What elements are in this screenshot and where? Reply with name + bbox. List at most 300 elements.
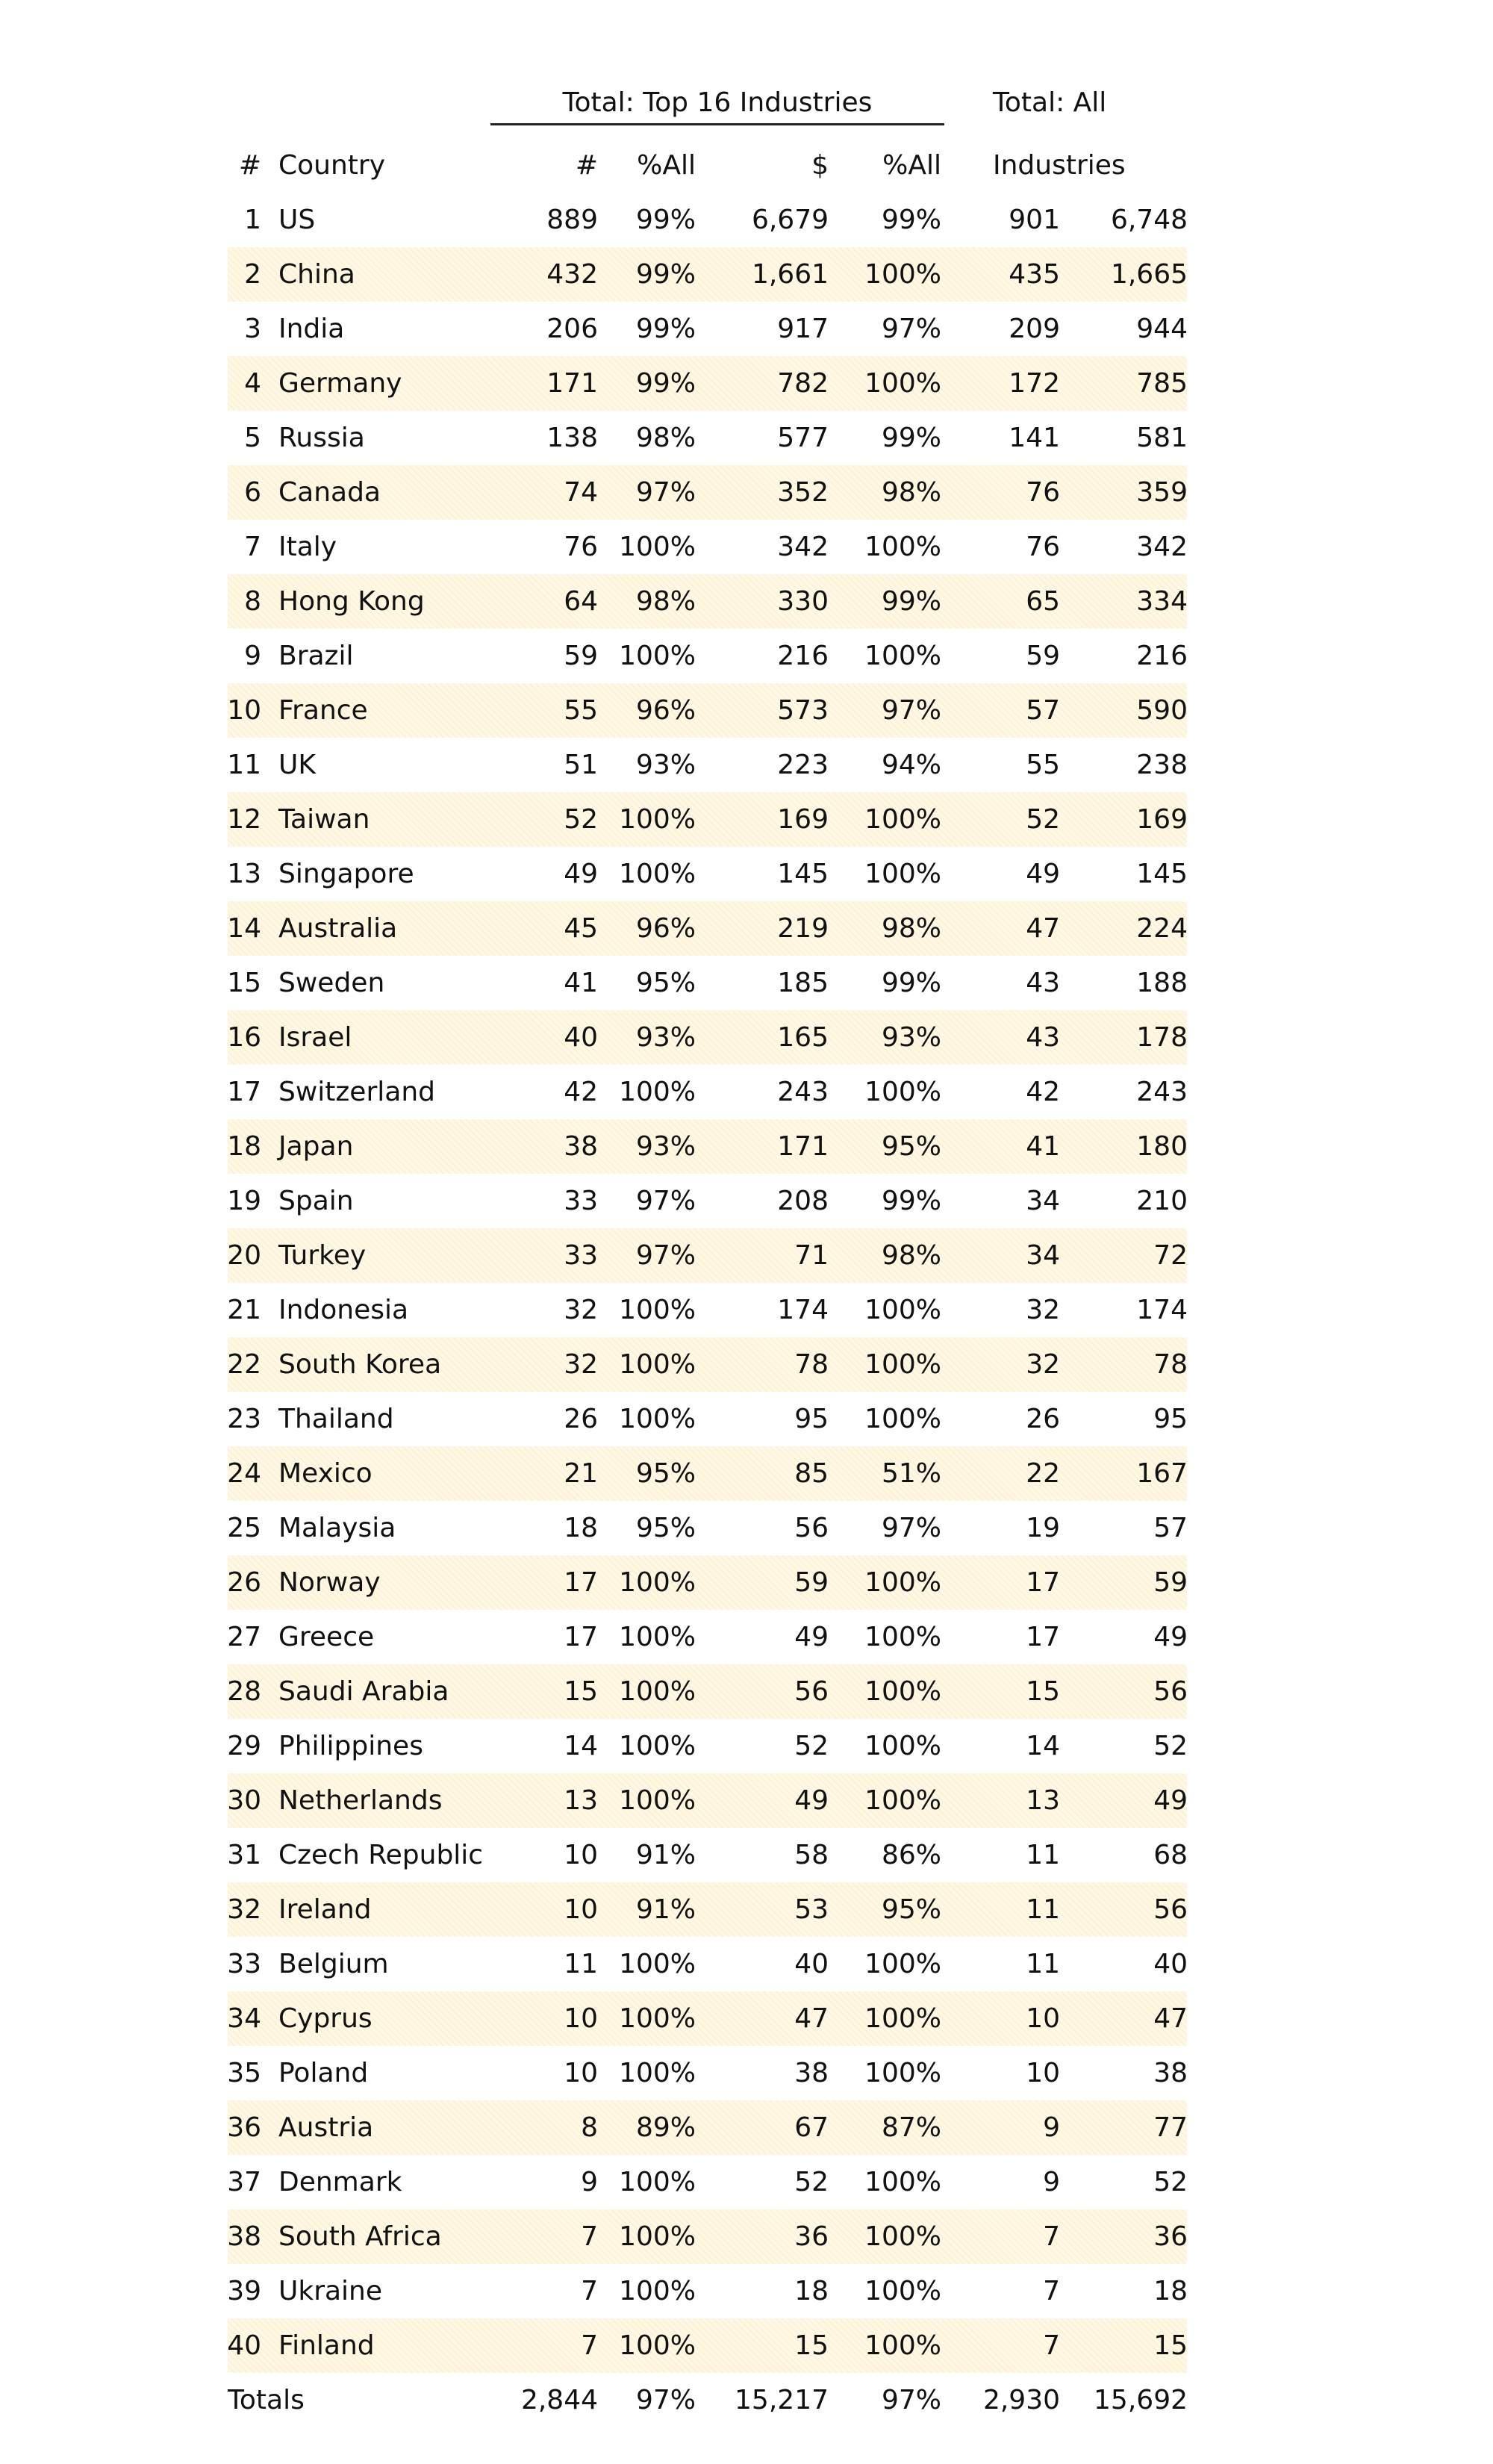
column-header-dollars: $ [811, 150, 829, 181]
country-cell: Denmark [278, 2167, 402, 2197]
count-pct-cell: 100% [619, 2221, 696, 2252]
rank-cell: 7 [244, 532, 261, 562]
count-pct-cell: 99% [635, 205, 696, 235]
rank-cell: 15 [227, 968, 261, 998]
all-dollars-cell: 52 [1153, 2167, 1188, 2197]
count-cell: 7 [581, 2330, 598, 2361]
totals-row [228, 2373, 1187, 2427]
all-count-cell: 49 [1026, 859, 1060, 889]
table-row [228, 792, 1187, 847]
column-header-dollars-pct: %All [882, 150, 941, 181]
table-row [228, 1174, 1187, 1228]
all-dollars-cell: 68 [1153, 1840, 1188, 1870]
table-row [228, 1664, 1187, 1719]
column-header-country: Country [278, 150, 386, 181]
country-cell: Malaysia [278, 1513, 396, 1543]
count-pct-cell: 98% [635, 586, 696, 617]
all-count-cell: 43 [1026, 968, 1060, 998]
table-row [228, 1719, 1187, 1773]
all-dollars-cell: 210 [1136, 1186, 1188, 1216]
rank-cell: 39 [227, 2276, 261, 2306]
all-count-cell: 52 [1026, 804, 1060, 835]
count-pct-cell: 96% [635, 913, 696, 944]
dollars-cell: 165 [777, 1022, 829, 1053]
all-count-cell: 76 [1026, 477, 1060, 508]
all-count-cell: 57 [1026, 695, 1060, 726]
rank-cell: 13 [227, 859, 261, 889]
count-pct-cell: 98% [635, 423, 696, 453]
all-dollars-cell: 56 [1153, 1894, 1188, 1925]
all-dollars-cell: 342 [1136, 532, 1188, 562]
count-cell: 51 [564, 750, 598, 780]
all-count-cell: 9 [1043, 2167, 1060, 2197]
country-cell: Hong Kong [278, 586, 425, 617]
table-row [228, 356, 1187, 411]
table-row [228, 2046, 1187, 2100]
rank-cell: 36 [227, 2112, 261, 2143]
all-count-cell: 7 [1043, 2221, 1060, 2252]
table-row [228, 683, 1187, 738]
dollars-cell: 47 [794, 2003, 829, 2034]
country-cell: Mexico [278, 1458, 373, 1489]
dollars-cell: 6,679 [751, 205, 829, 235]
all-count-cell: 22 [1026, 1458, 1060, 1489]
rank-cell: 23 [227, 1404, 261, 1434]
country-cell: South Africa [278, 2221, 442, 2252]
rank-cell: 37 [227, 2167, 261, 2197]
all-dollars-cell: 216 [1136, 641, 1188, 671]
count-cell: 17 [564, 1622, 598, 1652]
table-row [228, 2155, 1187, 2209]
all-count-cell: 17 [1026, 1567, 1060, 1598]
table-row [228, 901, 1187, 956]
all-count-cell: 34 [1026, 1186, 1060, 1216]
all-count-cell: 55 [1026, 750, 1060, 780]
count-cell: 10 [564, 1894, 598, 1925]
country-industry-table [228, 78, 1187, 2427]
count-pct-cell: 99% [635, 259, 696, 290]
all-count-cell: 11 [1026, 1894, 1060, 1925]
rank-cell: 5 [244, 423, 261, 453]
count-pct-cell: 99% [635, 314, 696, 344]
rank-cell: 4 [244, 368, 261, 399]
country-cell: Canada [278, 477, 381, 508]
all-count-cell: 901 [1009, 205, 1060, 235]
dollars-pct-cell: 99% [881, 968, 941, 998]
country-cell: France [278, 695, 368, 726]
country-cell: Indonesia [278, 1295, 409, 1325]
dollars-cell: 67 [794, 2112, 829, 2143]
all-dollars-cell: 334 [1136, 586, 1188, 617]
all-dollars-cell: 78 [1153, 1349, 1188, 1380]
all-dollars-cell: 178 [1136, 1022, 1188, 1053]
rank-cell: 32 [227, 1894, 261, 1925]
rank-cell: 17 [227, 1077, 261, 1107]
all-dollars-cell: 243 [1136, 1077, 1188, 1107]
table-row [228, 1555, 1187, 1610]
totals-all-count: 2,930 [982, 2385, 1060, 2415]
dollars-pct-cell: 93% [881, 1022, 941, 1053]
rank-cell: 1 [244, 205, 261, 235]
all-count-cell: 10 [1026, 2058, 1060, 2088]
table-row [228, 302, 1187, 356]
rank-cell: 14 [227, 913, 261, 944]
all-dollars-cell: 57 [1153, 1513, 1188, 1543]
all-dollars-cell: 49 [1153, 1622, 1188, 1652]
dollars-cell: 243 [777, 1077, 829, 1107]
table-row [228, 1937, 1187, 1991]
count-pct-cell: 96% [635, 695, 696, 726]
country-cell: Norway [278, 1567, 381, 1598]
count-cell: 76 [564, 532, 598, 562]
dollars-cell: 58 [794, 1840, 829, 1870]
dollars-cell: 174 [777, 1295, 829, 1325]
group-header-all-industries-line2: Industries [993, 150, 1126, 181]
table-row [228, 2100, 1187, 2155]
all-count-cell: 7 [1043, 2330, 1060, 2361]
table-row [228, 956, 1187, 1010]
count-cell: 15 [564, 1676, 598, 1707]
country-cell: Taiwan [278, 804, 370, 835]
count-pct-cell: 100% [619, 1949, 696, 1979]
country-cell: Turkey [278, 1240, 367, 1271]
count-cell: 7 [581, 2221, 598, 2252]
rank-cell: 33 [227, 1949, 261, 1979]
count-cell: 11 [564, 1949, 598, 1979]
count-cell: 32 [564, 1295, 598, 1325]
dollars-pct-cell: 98% [881, 477, 941, 508]
rank-cell: 24 [227, 1458, 261, 1489]
all-count-cell: 11 [1026, 1840, 1060, 1870]
count-cell: 8 [581, 2112, 598, 2143]
country-cell: Ukraine [278, 2276, 383, 2306]
rank-cell: 11 [227, 750, 261, 780]
count-pct-cell: 100% [619, 1622, 696, 1652]
dollars-pct-cell: 100% [864, 2276, 941, 2306]
count-cell: 64 [564, 586, 598, 617]
country-cell: UK [278, 750, 316, 780]
count-cell: 889 [546, 205, 598, 235]
all-count-cell: 9 [1043, 2112, 1060, 2143]
country-cell: Thailand [278, 1404, 394, 1434]
count-pct-cell: 91% [635, 1840, 696, 1870]
country-cell: China [278, 259, 355, 290]
all-dollars-cell: 1,665 [1110, 259, 1188, 290]
rank-cell: 27 [227, 1622, 261, 1652]
table-row [228, 629, 1187, 683]
all-count-cell: 14 [1026, 1731, 1060, 1761]
all-dollars-cell: 145 [1136, 859, 1188, 889]
count-pct-cell: 99% [635, 368, 696, 399]
count-cell: 138 [546, 423, 598, 453]
country-cell: Philippines [278, 1731, 423, 1761]
group-header-all-industries-line1: Total: All [993, 87, 1107, 118]
dollars-pct-cell: 100% [864, 1785, 941, 1816]
table-row [228, 847, 1187, 901]
rank-cell: 16 [227, 1022, 261, 1053]
count-pct-cell: 100% [619, 1731, 696, 1761]
all-count-cell: 435 [1009, 259, 1060, 290]
dollars-pct-cell: 100% [864, 1622, 941, 1652]
dollars-cell: 169 [777, 804, 829, 835]
column-header-rank: # [238, 150, 261, 181]
table-row [228, 1392, 1187, 1446]
dollars-cell: 53 [794, 1894, 829, 1925]
all-count-cell: 15 [1026, 1676, 1060, 1707]
dollars-pct-cell: 100% [864, 1349, 941, 1380]
count-cell: 42 [564, 1077, 598, 1107]
dollars-cell: 52 [794, 2167, 829, 2197]
all-count-cell: 32 [1026, 1349, 1060, 1380]
table-row [228, 520, 1187, 574]
table-row [228, 738, 1187, 792]
count-cell: 206 [546, 314, 598, 344]
count-pct-cell: 100% [619, 2003, 696, 2034]
dollars-pct-cell: 97% [881, 1513, 941, 1543]
dollars-pct-cell: 97% [881, 695, 941, 726]
country-cell: Poland [278, 2058, 369, 2088]
dollars-cell: 59 [794, 1567, 829, 1598]
count-pct-cell: 100% [619, 804, 696, 835]
country-cell: Germany [278, 368, 402, 399]
count-pct-cell: 100% [619, 1077, 696, 1107]
rank-cell: 19 [227, 1186, 261, 1216]
all-dollars-cell: 38 [1153, 2058, 1188, 2088]
all-dollars-cell: 95 [1153, 1404, 1188, 1434]
count-cell: 171 [546, 368, 598, 399]
count-cell: 33 [564, 1186, 598, 1216]
rank-cell: 10 [227, 695, 261, 726]
dollars-cell: 56 [794, 1676, 829, 1707]
count-pct-cell: 89% [635, 2112, 696, 2143]
dollars-pct-cell: 51% [881, 1458, 941, 1489]
all-dollars-cell: 180 [1136, 1131, 1188, 1162]
dollars-pct-cell: 86% [881, 1840, 941, 1870]
count-pct-cell: 97% [635, 1186, 696, 1216]
all-count-cell: 76 [1026, 532, 1060, 562]
all-dollars-cell: 581 [1136, 423, 1188, 453]
dollars-cell: 38 [794, 2058, 829, 2088]
dollars-cell: 216 [777, 641, 829, 671]
all-dollars-cell: 59 [1153, 1567, 1188, 1598]
count-cell: 10 [564, 1840, 598, 1870]
count-cell: 10 [564, 2003, 598, 2034]
table-row [228, 1119, 1187, 1174]
all-dollars-cell: 15 [1153, 2330, 1188, 2361]
all-dollars-cell: 944 [1136, 314, 1188, 344]
all-count-cell: 7 [1043, 2276, 1060, 2306]
dollars-pct-cell: 100% [864, 259, 941, 290]
table-row [228, 1991, 1187, 2046]
country-cell: Ireland [278, 1894, 372, 1925]
count-cell: 41 [564, 968, 598, 998]
all-dollars-cell: 49 [1153, 1785, 1188, 1816]
count-cell: 33 [564, 1240, 598, 1271]
dollars-pct-cell: 100% [864, 1077, 941, 1107]
all-dollars-cell: 169 [1136, 804, 1188, 835]
dollars-pct-cell: 100% [864, 368, 941, 399]
count-cell: 432 [546, 259, 598, 290]
totals-dollars: 15,217 [735, 2385, 829, 2415]
count-cell: 74 [564, 477, 598, 508]
count-cell: 40 [564, 1022, 598, 1053]
dollars-cell: 49 [794, 1785, 829, 1816]
dollars-pct-cell: 100% [864, 1949, 941, 1979]
country-cell: Israel [278, 1022, 352, 1053]
rank-cell: 34 [227, 2003, 261, 2034]
totals-count-pct: 97% [635, 2385, 696, 2415]
rank-cell: 29 [227, 1731, 261, 1761]
count-pct-cell: 93% [635, 750, 696, 780]
count-cell: 26 [564, 1404, 598, 1434]
all-count-cell: 43 [1026, 1022, 1060, 1053]
dollars-pct-cell: 98% [881, 913, 941, 944]
dollars-cell: 917 [777, 314, 829, 344]
dollars-cell: 145 [777, 859, 829, 889]
table-body [228, 193, 1187, 2373]
all-count-cell: 26 [1026, 1404, 1060, 1434]
all-count-cell: 42 [1026, 1077, 1060, 1107]
table-row [228, 2264, 1187, 2318]
rank-cell: 25 [227, 1513, 261, 1543]
count-pct-cell: 100% [619, 1785, 696, 1816]
country-cell: Singapore [278, 859, 414, 889]
table-row [228, 411, 1187, 465]
all-dollars-cell: 174 [1136, 1295, 1188, 1325]
all-dollars-cell: 167 [1136, 1458, 1188, 1489]
count-pct-cell: 100% [619, 859, 696, 889]
dollars-cell: 1,661 [751, 259, 829, 290]
totals-count: 2,844 [520, 2385, 598, 2415]
count-pct-cell: 100% [619, 1404, 696, 1434]
rank-cell: 21 [227, 1295, 261, 1325]
dollars-cell: 71 [794, 1240, 829, 1271]
rank-cell: 28 [227, 1676, 261, 1707]
dollars-cell: 52 [794, 1731, 829, 1761]
totals-all-dollars: 15,692 [1094, 2385, 1188, 2415]
count-pct-cell: 97% [635, 477, 696, 508]
count-cell: 10 [564, 2058, 598, 2088]
count-pct-cell: 93% [635, 1022, 696, 1053]
dollars-pct-cell: 95% [881, 1131, 941, 1162]
rank-cell: 31 [227, 1840, 261, 1870]
dollars-cell: 185 [777, 968, 829, 998]
table-row [228, 574, 1187, 629]
country-cell: Cyprus [278, 2003, 373, 2034]
all-count-cell: 17 [1026, 1622, 1060, 1652]
all-count-cell: 209 [1009, 314, 1060, 344]
rank-cell: 38 [227, 2221, 261, 2252]
country-cell: Japan [278, 1131, 354, 1162]
dollars-pct-cell: 100% [864, 2330, 941, 2361]
column-header-count: # [575, 150, 598, 181]
count-pct-cell: 100% [619, 2276, 696, 2306]
all-dollars-cell: 238 [1136, 750, 1188, 780]
dollars-cell: 573 [777, 695, 829, 726]
dollars-pct-cell: 100% [864, 2167, 941, 2197]
dollars-pct-cell: 100% [864, 804, 941, 835]
dollars-cell: 782 [777, 368, 829, 399]
count-cell: 45 [564, 913, 598, 944]
table-row [228, 2209, 1187, 2264]
all-count-cell: 172 [1009, 368, 1060, 399]
all-dollars-cell: 52 [1153, 1731, 1188, 1761]
group-header-row [228, 78, 1187, 131]
table-row [228, 1010, 1187, 1065]
all-dollars-cell: 77 [1153, 2112, 1188, 2143]
table-row [228, 1610, 1187, 1664]
all-dollars-cell: 72 [1153, 1240, 1188, 1271]
dollars-cell: 18 [794, 2276, 829, 2306]
dollars-pct-cell: 100% [864, 859, 941, 889]
count-cell: 32 [564, 1349, 598, 1380]
dollars-pct-cell: 94% [881, 750, 941, 780]
rank-cell: 40 [227, 2330, 261, 2361]
all-count-cell: 47 [1026, 913, 1060, 944]
country-cell: Saudi Arabia [278, 1676, 449, 1707]
dollars-cell: 85 [794, 1458, 829, 1489]
dollars-pct-cell: 100% [864, 1295, 941, 1325]
all-dollars-cell: 47 [1153, 2003, 1188, 2034]
all-count-cell: 11 [1026, 1949, 1060, 1979]
count-pct-cell: 95% [635, 968, 696, 998]
country-cell: US [278, 205, 316, 235]
rank-cell: 26 [227, 1567, 261, 1598]
all-count-cell: 10 [1026, 2003, 1060, 2034]
count-pct-cell: 97% [635, 1240, 696, 1271]
all-dollars-cell: 56 [1153, 1676, 1188, 1707]
dollars-cell: 15 [794, 2330, 829, 2361]
rank-cell: 18 [227, 1131, 261, 1162]
rank-cell: 30 [227, 1785, 261, 1816]
all-count-cell: 32 [1026, 1295, 1060, 1325]
all-dollars-cell: 36 [1153, 2221, 1188, 2252]
count-pct-cell: 95% [635, 1513, 696, 1543]
count-cell: 38 [564, 1131, 598, 1162]
dollars-pct-cell: 100% [864, 1731, 941, 1761]
table-row [228, 1501, 1187, 1555]
rank-cell: 6 [244, 477, 261, 508]
count-cell: 21 [564, 1458, 598, 1489]
table-row [228, 2318, 1187, 2373]
count-pct-cell: 91% [635, 1894, 696, 1925]
table-row [228, 1283, 1187, 1337]
dollars-cell: 40 [794, 1949, 829, 1979]
dollars-pct-cell: 100% [864, 1567, 941, 1598]
dollars-pct-cell: 97% [881, 314, 941, 344]
count-cell: 52 [564, 804, 598, 835]
dollars-cell: 171 [777, 1131, 829, 1162]
all-dollars-cell: 6,748 [1110, 205, 1188, 235]
dollars-cell: 352 [777, 477, 829, 508]
dollars-cell: 49 [794, 1622, 829, 1652]
count-pct-cell: 95% [635, 1458, 696, 1489]
count-cell: 18 [564, 1513, 598, 1543]
count-pct-cell: 100% [619, 1349, 696, 1380]
table-row [228, 1228, 1187, 1283]
dollars-pct-cell: 99% [881, 1186, 941, 1216]
all-count-cell: 41 [1026, 1131, 1060, 1162]
table-row [228, 1828, 1187, 1882]
dollars-pct-cell: 99% [881, 423, 941, 453]
all-count-cell: 19 [1026, 1513, 1060, 1543]
count-cell: 55 [564, 695, 598, 726]
all-count-cell: 34 [1026, 1240, 1060, 1271]
dollars-pct-cell: 100% [864, 1404, 941, 1434]
country-cell: India [278, 314, 345, 344]
totals-dollars-pct: 97% [881, 2385, 941, 2415]
dollars-cell: 223 [777, 750, 829, 780]
